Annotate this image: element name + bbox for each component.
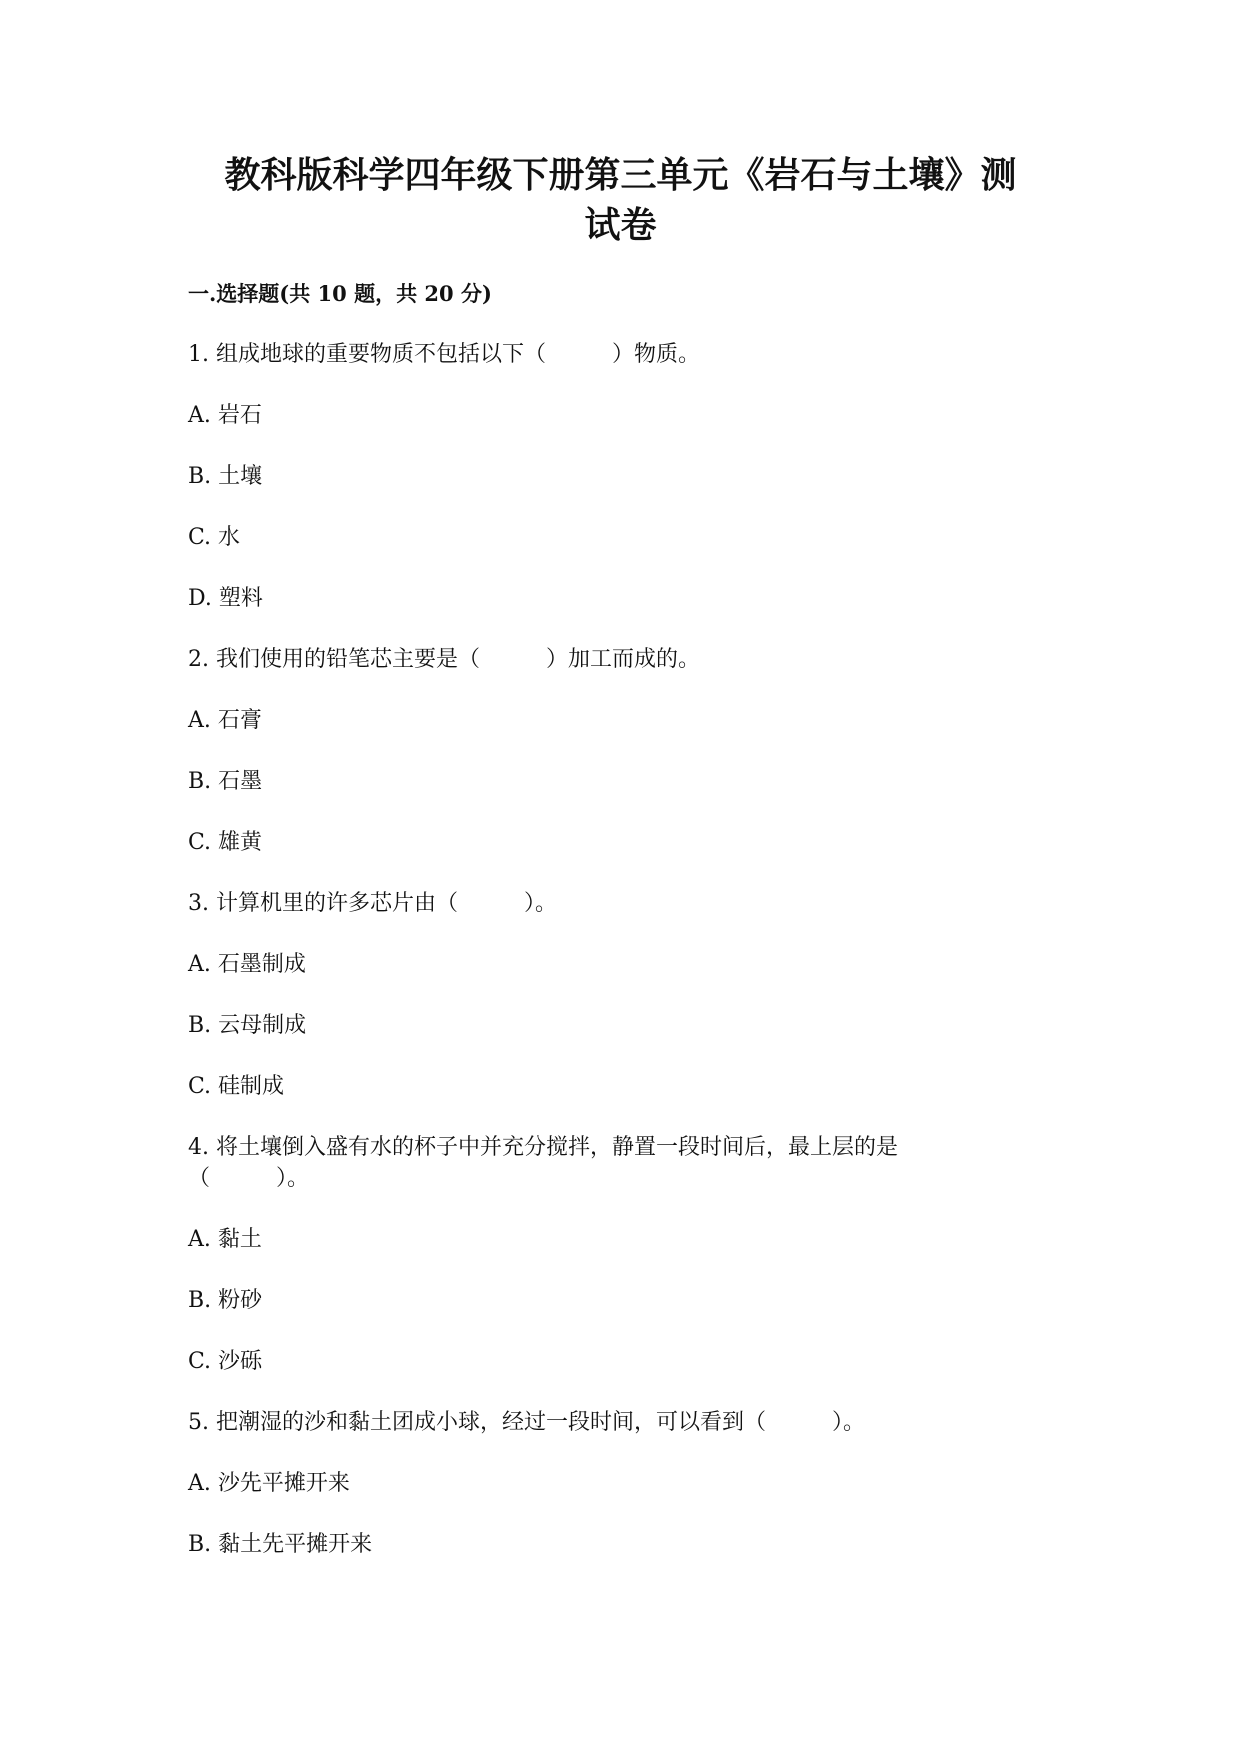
question-4-option-c: C. 沙砾 [188,1349,263,1374]
question-1-stem: 1. 组成地球的重要物质不包括以下（ ）物质。 [188,342,700,367]
question-2-option-a: A. 石膏 [188,708,262,733]
question-1-option-c: C. 水 [188,525,241,550]
question-1-option-d: D. 塑料 [188,586,263,611]
question-3-option-c: C. 硅制成 [188,1074,285,1099]
question-4-stem-line-2: （ ）。 [188,1166,310,1191]
question-1-option-a: A. 岩石 [188,403,262,428]
page-title [150,150,1091,250]
question-2-option-c: C. 雄黄 [188,830,263,855]
question-5-stem: 5. 把潮湿的沙和黏土团成小球，经过一段时间，可以看到（ ）。 [188,1410,865,1435]
question-3-stem: 3. 计算机里的许多芯片由（ ）。 [188,891,557,916]
title-line-2: 试卷 [584,204,657,246]
question-2-option-b: B. 石墨 [188,769,263,794]
question-4-stem-line-1: 4. 将土壤倒入盛有水的杯子中并充分搅拌，静置一段时间后，最上层的是 [188,1135,898,1160]
question-3-option-b: B. 云母制成 [188,1013,307,1038]
question-4-option-b: B. 粉砂 [188,1288,263,1313]
question-5-option-a: A. 沙先平摊开来 [188,1471,350,1496]
question-2-stem: 2. 我们使用的铅笔芯主要是（ ）加工而成的。 [188,647,700,672]
title-line-1: 教科版科学四年级下册第三单元《岩石与土壤》测 [224,154,1017,196]
section-heading: 一.选择题(共 10 题，共 20 分) [188,281,492,306]
question-3-option-a: A. 石墨制成 [188,952,306,977]
question-1-option-b: B. 土壤 [188,464,263,489]
question-4-option-a: A. 黏土 [188,1227,262,1252]
question-5-option-b: B. 黏土先平摊开来 [188,1532,373,1557]
